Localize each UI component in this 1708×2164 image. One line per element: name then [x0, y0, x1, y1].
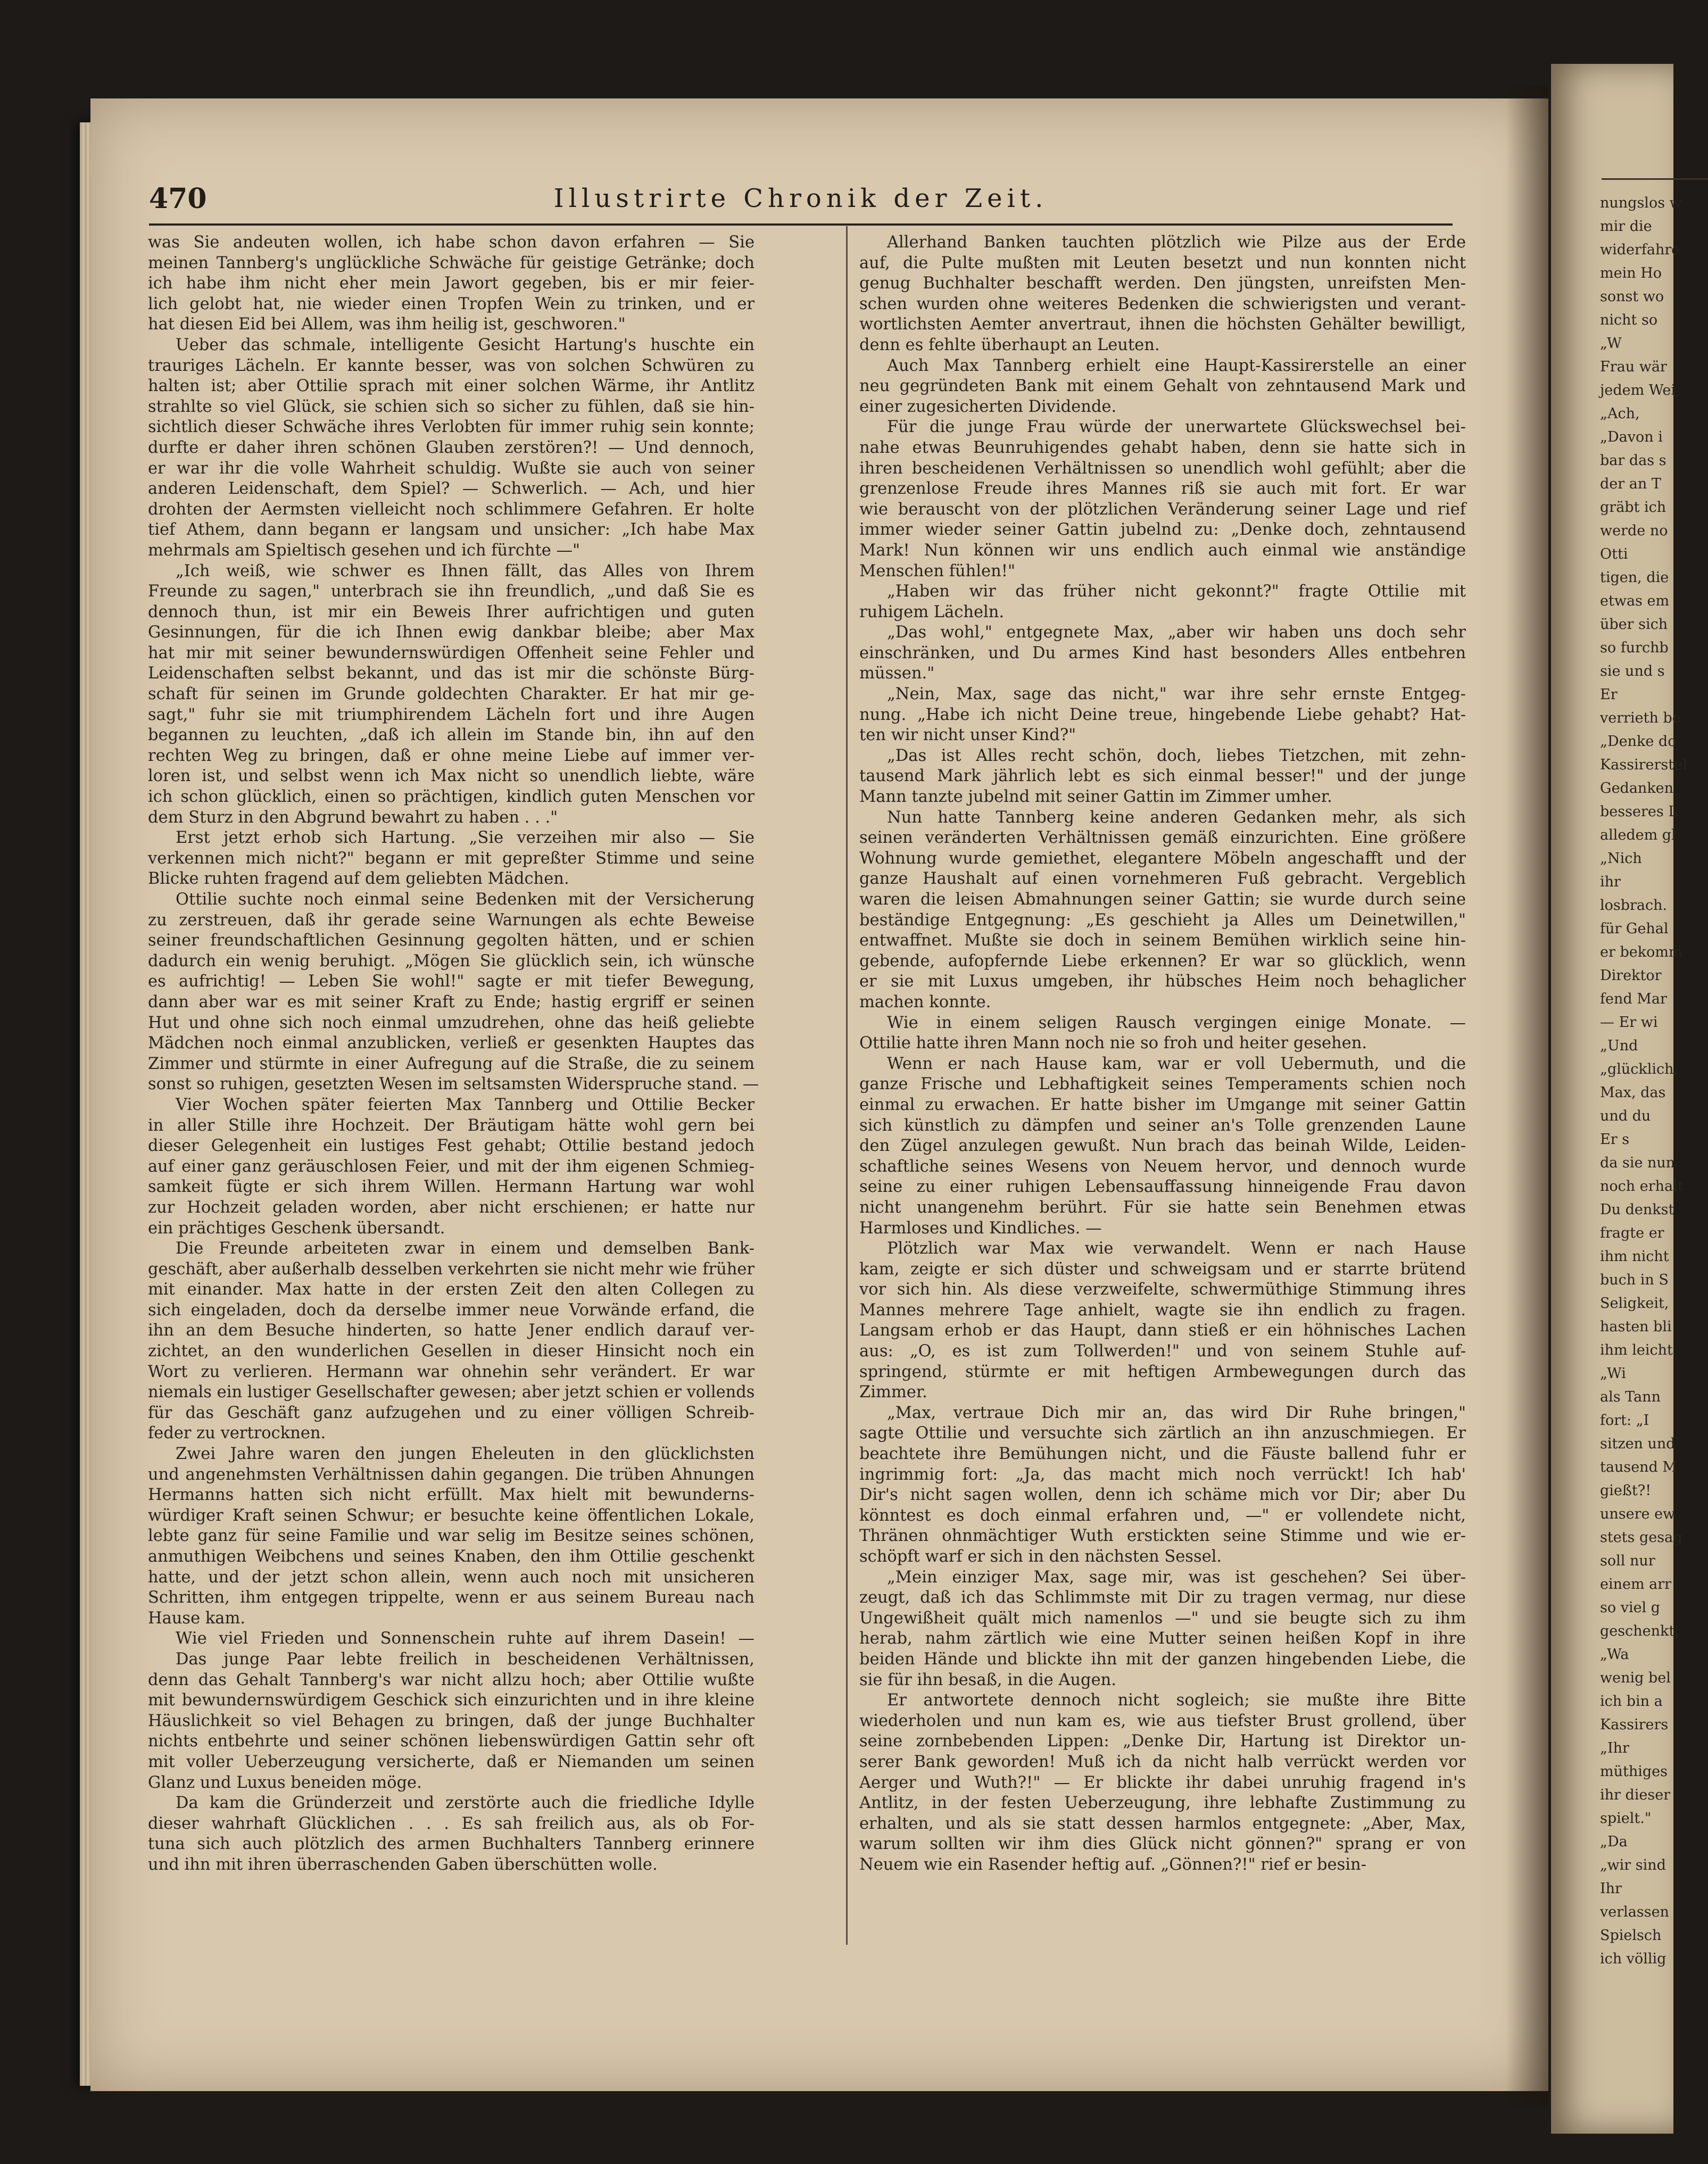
text-line: hatte, und der jetzt schon allein, wenn auch noch mit unsicheren [148, 1568, 754, 1587]
header-rule [149, 223, 1453, 226]
text-line: Wohnung wurde gemiethet, elegantere Möbeln angeschafft und der [859, 849, 1466, 868]
text-line: mit einander. Max hatte in der ersten Zeit den alten Collegen zu [148, 1280, 754, 1299]
text-line: warum sollten wir ihm dies Glück nicht gönnen?" sprang er von [859, 1835, 1466, 1854]
text-line: Langsam erhob er das Haupt, dann stieß er ein höhnisches Lachen [859, 1321, 1466, 1340]
facing-page-line: „Nich [1600, 850, 1642, 867]
facing-page-line: mir die [1600, 218, 1652, 235]
text-line: Mädchen noch einmal anzublicken, verließ er gesenkten Hauptes das [148, 1034, 754, 1053]
text-line: Thränen ohnmächtiger Wuth erstickten seine Stimme und wie er- [859, 1527, 1466, 1546]
facing-page-line: über sich [1600, 616, 1668, 633]
facing-page-line: Direktor [1600, 967, 1662, 984]
facing-page-line: alledem gl [1600, 827, 1676, 843]
facing-page-line: und du [1600, 1108, 1651, 1124]
text-line: schen wurden ohne weiteres Bedenken die schwierigsten und verant- [859, 294, 1466, 313]
facing-page-line: „Wa [1600, 1646, 1629, 1663]
text-line: ich schon glücklich, einen so prächtigen, kindlich guten Menschen vor [148, 787, 754, 807]
facing-page-line: fort: „I [1600, 1412, 1649, 1429]
text-line: zur Hochzeit geladen worden, aber nicht erschienen; er hatte nur [148, 1198, 754, 1217]
text-line: Wie in einem seligen Rausch vergingen einige Monate. — [887, 1013, 1466, 1032]
page-header [149, 178, 1453, 221]
text-line: begannen zu leuchten, „daß ich allein im Stande bin, ihn auf den [148, 726, 754, 745]
facing-page-line: widerfahre [1600, 242, 1680, 258]
spine-shadow [1506, 85, 1548, 2107]
facing-page-line: Gedanken [1600, 780, 1674, 797]
facing-page-line: nicht so [1600, 312, 1658, 328]
facing-page-line: „Wi [1600, 1365, 1626, 1382]
facing-page-line: etwas em [1600, 593, 1670, 609]
facing-page-line: gräbt ich [1600, 499, 1666, 516]
text-line: „Das ist Alles recht schön, doch, liebes Tietzchen, mit zehn- [887, 746, 1466, 765]
text-line: Mannes mehrere Tage anhielt, wagte sie ihn endlich zu fragen. [859, 1300, 1466, 1320]
text-line: vor sich hin. Als diese verzweifelte, schwermüthige Stimmung ihres [859, 1280, 1466, 1299]
facing-page-line: losbrach. [1600, 897, 1668, 914]
page-number: 470 [149, 183, 207, 215]
text-line: Das junge Paar lebte freilich in bescheidenen Verhältnissen, [176, 1649, 754, 1669]
facing-page-line: so viel g [1600, 1599, 1661, 1616]
text-line: Auch Max Tannberg erhielt eine Haupt-Kassirerstelle an einer [887, 356, 1466, 375]
text-line: Für die junge Frau würde der unerwartete Glückswechsel bei- [887, 418, 1466, 437]
facing-page-text [1551, 192, 1687, 1971]
text-line: zeugt, daß ich das Schlimmste mit Dir zu tragen vermag, nur diese [859, 1588, 1466, 1607]
facing-page-line: „wir sind [1600, 1857, 1666, 1873]
text-line: Wie viel Frieden und Sonnenschein ruhte auf ihrem Dasein! — [176, 1629, 754, 1648]
facing-page-line: sonst wo [1600, 288, 1664, 305]
text-line: seinen veränderten Verhältnissen gemäß einzurichten. Eine größere [859, 828, 1466, 848]
text-line: sich eingeladen, doch da derselbe immer neue Vorwände erfand, die [148, 1300, 754, 1320]
text-line: ruhigem Lächeln. [859, 602, 1005, 621]
text-line: denn es fehlte überhaupt an Leuten. [859, 335, 1160, 354]
facing-page-line: Er [1600, 686, 1618, 703]
facing-page-line: sitzen und [1600, 1436, 1676, 1452]
text-line: Allerhand Banken tauchten plötzlich wie Pilze aus der Erde [887, 233, 1466, 252]
facing-page-line: Otti [1600, 546, 1628, 562]
facing-page-line: jedem Wei [1600, 382, 1676, 399]
text-line: auf, die Pulte mußten mit Leuten besetzt und nun konnten nicht [859, 253, 1466, 272]
text-line: sichtlich dieser Schwäche ihres Verlobten für immer ruhig sein konnte; [148, 418, 754, 437]
text-line: Zimmer. [859, 1383, 927, 1402]
text-line: den Zügel anzulegen gewußt. Nun brach das beinah Wilde, Leiden- [859, 1137, 1466, 1156]
facing-page-line: der an T [1600, 476, 1661, 492]
text-line: nung. „Habe ich nicht Deine treue, hingebende Liebe gehabt? Hat- [859, 705, 1466, 724]
text-line: herab, nahm zärtlich wie eine Mutter seinen heißen Kopf in ihre [859, 1629, 1466, 1648]
text-line: rechten Weg zu bringen, daß er ohne meine Liebe auf immer ver- [148, 746, 754, 765]
text-line: ich habe ihm nicht eher mein Jawort gegeben, bis er mir feier- [148, 274, 754, 293]
facing-page-line: Du denkst [1600, 1201, 1674, 1218]
text-line: „Haben wir das früher nicht gekonnt?" fragte Ottilie mit [887, 582, 1466, 601]
text-line: ihren bescheidenen Verhältnissen so unendlich wohl gefühlt; aber die [859, 459, 1466, 478]
text-line: dieser Gelegenheit ein lustiges Fest gehabt; Ottilie bestand jedoch [148, 1137, 754, 1156]
text-line: tief Athem, dann begann er langsam und unsicher: „Ich habe Max [148, 520, 754, 540]
facing-page-line: „Denke do [1600, 733, 1677, 750]
facing-page-line: ihm nicht [1600, 1248, 1669, 1265]
facing-page-line: tigen, die [1600, 569, 1669, 586]
text-line: einschränken, und Du armes Kind hast besonders Alles entbehren [859, 643, 1466, 662]
facing-page-line: „Davon i [1600, 429, 1663, 445]
text-line: neu gegründeten Bank mit einem Gehalt von zehntausend Mark und [859, 377, 1466, 396]
text-line: zu zerstreuen, daß ihr gerade seine Warnungen als echte Beweise [148, 910, 754, 930]
text-line: es aufrichtig! — Leben Sie wohl!" sagte er mit tiefer Bewegung, [148, 972, 754, 991]
text-line: trauriges Lächeln. Er kannte besser, was von solchen Schwüren zu [148, 356, 754, 375]
text-line: Wenn er nach Hause kam, war er voll Uebermuth, und die [887, 1054, 1466, 1073]
text-line: ein prächtiges Geschenk übersandt. [148, 1218, 445, 1238]
text-line: Hut und ohne sich noch einmal umzudrehen, ohne das heiß geliebte [148, 1013, 754, 1032]
facing-page-line: buch in S [1600, 1272, 1669, 1288]
text-line: wie berauscht von der plötzlichen Veränderung seiner Lage und rief [859, 500, 1466, 519]
facing-page-line: geschenkt, [1600, 1623, 1679, 1639]
text-line: er war ihr die volle Wahrheit schuldig. Wußte sie auch von seiner [148, 459, 754, 478]
text-line: beiden Hände und blickte ihn mit der ganzen hingebenden Liebe, die [859, 1649, 1466, 1669]
text-line: ingrimmig fort: „Ja, das macht mich noch verrückt! Ich hab' [859, 1465, 1466, 1484]
text-line: Mark! Nun können wir uns endlich auch einmal wie anständige [859, 541, 1466, 560]
text-line: auf einer ganz geräuschlosen Feier, und mit der ihm eigenen Schmieg- [148, 1157, 754, 1176]
facing-page-line: Er s [1600, 1131, 1630, 1148]
text-line: ganze Haushalt auf einen vornehmeren Fuß gebracht. Vergeblich [859, 869, 1466, 889]
facing-page-line: er bekomm [1600, 944, 1682, 960]
text-line: Plötzlich war Max wie verwandelt. Wenn er nach Hause [887, 1239, 1466, 1258]
text-line: Dir's nicht sagen wollen, denn ich schäme mich vor Dir; aber Du [859, 1486, 1466, 1505]
text-line: geschäft, aber außerhalb desselben verkehrten sie nicht mehr wie früher [148, 1259, 754, 1279]
text-line: was Sie andeuten wollen, ich habe schon davon erfahren — Sie [148, 233, 754, 252]
text-line: wiederholen und nun kam es, wie aus tiefster Brust grollend, über [859, 1711, 1466, 1730]
text-line: Blicke ruhten fragend auf dem geliebten Mädchen. [148, 869, 569, 889]
text-line: in aller Stille ihre Hochzeit. Der Bräutigam hätte wohl gern bei [148, 1116, 754, 1135]
text-line: nichts entbehrte und seiner schönen liebenswürdigen Gattin sehr oft [148, 1732, 754, 1751]
text-line: dem Sturz in den Abgrund bewahrt zu haben . . ." [148, 808, 558, 827]
facing-page-line: ihr dieser [1600, 1787, 1671, 1803]
text-line: mit voller Ueberzeugung versicherte, daß er Niemanden um seinen [148, 1752, 754, 1771]
text-line: immer wieder seiner Gattin jubelnd zu: „Denke doch, zehntausend [859, 520, 1466, 540]
facing-page [1551, 64, 1687, 2134]
text-line: Da kam die Gründerzeit und zerstörte auch die friedliche Idylle [176, 1794, 754, 1813]
text-line: „Das wohl," entgegnete Max, „aber wir haben uns doch sehr [887, 623, 1466, 642]
facing-page-line: ich bin a [1600, 1693, 1663, 1710]
facing-page-line: „Ihr [1600, 1740, 1629, 1756]
text-line: waren die leisen Abmahnungen seiner Gattin; sie wurde durch seine [859, 890, 1466, 909]
text-line: tuna sich auch plötzlich des armen Buchhalters Tannberg erinnere [148, 1835, 754, 1854]
facing-page-line: als Tann [1600, 1389, 1661, 1405]
text-line: Nun hatte Tannberg keine anderen Gedanken mehr, als sich [887, 808, 1466, 827]
facing-page-line: für Gehal [1600, 921, 1669, 937]
facing-page-line: Frau wär [1600, 359, 1667, 375]
facing-page-line: „W [1600, 335, 1622, 352]
text-line: halten ist; aber Ottilie sprach mit einer solchen Wärme, ihr Antlitz [148, 377, 754, 396]
text-line: serer Bank geworden! Muß ich da nicht halb verrückt werden vor [859, 1752, 1466, 1771]
text-line: seine zu einer ruhigen Lebensauffassung hinneigende Frau davon [859, 1178, 1466, 1197]
facing-page-header-rule [1602, 178, 1708, 180]
text-line: gebende, aufopfernde Liebe erkennen? Er war so glücklich, wenn [859, 951, 1466, 971]
facing-page-line: „Ach, [1600, 405, 1640, 422]
facing-page-line: wenig bel [1600, 1670, 1671, 1686]
text-line: Aerger und Wuth?!" — Er blickte ihr dabei unruhig fragend in's [859, 1773, 1466, 1792]
text-line: könntest es doch einmal erfahren und, —" er vollendete nicht, [859, 1506, 1466, 1525]
text-line: für das Geschäft ganz aufzugehen und zu einer völligen Schreib- [148, 1403, 754, 1422]
text-line: genug Buchhalter beschafft werden. Den jüngsten, unreifsten Men- [859, 274, 1466, 293]
text-line: loren ist, und selbst wenn ich Max nicht so unendlich liebte, wäre [148, 767, 754, 786]
text-line: mit bewundernswürdigem Geschick sich einzurichten und in ihre kleine [148, 1691, 754, 1710]
text-line: Ottilie hatte ihren Mann noch nie so froh und heiter gesehen. [859, 1034, 1367, 1053]
facing-page-line: Seligkeit, [1600, 1295, 1669, 1312]
facing-page-line: mein Ho [1600, 265, 1662, 281]
text-line: meinen Tannberg's unglückliche Schwäche für geistige Getränke; doch [148, 253, 754, 272]
text-line: müssen." [859, 664, 935, 683]
facing-page-line: tausend M [1600, 1459, 1678, 1475]
text-line: dadurch ein wenig beruhigt. „Mögen Sie glücklich sein, ich wünsche [148, 951, 754, 971]
text-line: tausend Mark jährlich lebt es sich einmal besser!" und der junge [859, 767, 1466, 786]
text-line: Ungewißheit quält mich namenlos —" und sie beugte sich zu ihm [859, 1609, 1466, 1628]
text-line: „Nein, Max, sage das nicht," war ihre sehr ernste Entgeg- [887, 685, 1466, 704]
text-line: Die Freunde arbeiteten zwar in einem und demselben Bank- [176, 1239, 754, 1258]
text-line: beachtete ihre Bemühungen nicht, und die Fäuste ballend fuhr er [859, 1445, 1466, 1464]
text-line: dieser wahrhaft Glücklichen . . . Es sah freilich aus, als ob For- [148, 1814, 754, 1833]
text-line: sich künstlich zu dämpfen und seiner an's Tolle grenzenden Laune [859, 1116, 1466, 1135]
facing-page-line: noch erhalt [1600, 1178, 1684, 1195]
text-line: Hermanns hatten sich nicht erfüllt. Max hielt mit bewunderns- [148, 1486, 754, 1505]
text-line: „Ich weiß, wie schwer es Ihnen fällt, das Alles von Ihrem [176, 561, 754, 581]
text-line: erhalten, und als sie statt dessen harmlos entgegnete: „Aber, Max, [859, 1814, 1466, 1833]
facing-page-line: „Und [1600, 1038, 1638, 1054]
text-line: Menschen fühlen!" [859, 561, 1015, 581]
text-line: dann aber war es mit seiner Kraft zu Ende; hastig ergriff er seinen [148, 992, 754, 1011]
text-line: einer zugesicherten Dividende. [859, 397, 1117, 416]
facing-page-line: Kassirerstel [1600, 757, 1687, 773]
facing-page-line: fragte er [1600, 1225, 1664, 1241]
text-line: sagt," fuhr sie mit triumphirendem Lächeln fort und ihre Augen [148, 705, 754, 724]
text-line: schaftliche seines Wesens von Neuem hervor, und dennoch wurde [859, 1157, 1466, 1176]
text-line: wortlichsten Aemter anvertraut, ihnen die höchsten Gehälter bewilligt, [859, 315, 1466, 334]
text-line: Schritten, ihm entgegen trippelte, wenn er aus seinem Bureau nach [148, 1588, 754, 1607]
facing-page-line: verrieth be [1600, 710, 1681, 726]
text-line: hat mir mit seiner bewundernswürdigen Offenheit seine Fehler und [148, 643, 754, 662]
text-line: „Mein einziger Max, sage mir, was ist geschehen? Sei über- [887, 1568, 1466, 1587]
text-line: Leidenschaften selbst bekannt, und das ist mir die schönste Bürg- [148, 664, 754, 683]
text-line: Harmloses und Kindliches. — [859, 1218, 1102, 1238]
text-line: entwaffnet. Mußte sie doch in seinem Bemühen wirklich seine hin- [859, 931, 1466, 950]
facing-page-line: Max, das [1600, 1084, 1666, 1101]
text-line: schöpft warf er sich in den nächsten Sessel. [859, 1547, 1222, 1566]
facing-page-line: verlassen [1600, 1904, 1669, 1920]
text-line: ganze Frische und Lebhaftigkeit seines Temperaments schien noch [859, 1075, 1466, 1094]
text-line: samkeit fügte er sich ihrem Willen. Hermann Hartung war wohl [148, 1178, 754, 1197]
facing-page-line: ich völlig [1600, 1951, 1666, 1967]
left-column [148, 233, 759, 1876]
text-line: springend, stürmte er mit heftigen Armbewegungen durch das [859, 1362, 1466, 1381]
text-line: Glanz und Luxus beneiden möge. [148, 1773, 422, 1792]
facing-page-line: hasten bli [1600, 1319, 1672, 1335]
facing-page-line: „glücklich, [1600, 1061, 1679, 1077]
text-line: Hause kam. [148, 1609, 246, 1628]
facing-page-line: — Er wi [1600, 1014, 1658, 1031]
text-line: Wort zu verlieren. Hermann war ohnehin sehr verändert. Er war [148, 1362, 754, 1381]
text-line: anderen Leidenschaft, dem Spiel? — Schwerlich. — Ach, und hier [148, 479, 754, 499]
text-line: grenzenlose Freude ihres Mannes riß sie auch mit fort. Er war [859, 479, 1466, 499]
text-line: aus: „O, es ist zum Tollwerden!" und von seinem Stuhle auf- [859, 1342, 1466, 1361]
text-line: Zimmer und stürmte in einer Aufregung auf die Straße, die zu seinem [148, 1054, 754, 1073]
text-line: ihn an dem Besuche hinderten, so hatte Jener endlich darauf ver- [148, 1321, 754, 1340]
text-line: und ihn mit ihren überraschenden Gaben überschütten wolle. [148, 1855, 658, 1874]
text-line: seiner freundschaftlichen Gesinnung gegolten hätten, und er schien [148, 931, 754, 950]
text-line: und angenehmsten Verhältnissen dahin gegangen. Die trüben Ahnungen [148, 1465, 754, 1484]
text-line: würdiger Kraft seinen Schwur; er besuchte keine öffentlichen Lokale, [148, 1506, 754, 1525]
text-line: durfte er daher ihren schönen Glauben zerstören?! — Und dennoch, [148, 438, 754, 457]
text-line: er sie mit Luxus umgeben, ihr hübsches Heim noch behaglicher [859, 972, 1466, 991]
text-line: beständige Entgegnung: „Es geschieht ja Alles um Deinetwillen," [859, 910, 1466, 930]
text-line: Gesinnungen, für die ich Ihnen ewig dankbar bleibe; aber Max [148, 623, 754, 642]
facing-page-line: werde no [1600, 523, 1668, 539]
text-line: feder zu vertrocknen. [148, 1424, 326, 1443]
text-line: sonst so ruhigen, gesetzten Wesen im seltsamsten Widerspruche stand. — [148, 1075, 759, 1094]
facing-page-line: ihr [1600, 874, 1621, 890]
text-line: schaft für seinen im Grunde goldechten Charakter. Er hat mir ge- [148, 685, 754, 704]
text-line: seine zornbebenden Lippen: „Denke Dir, Hartung ist Direktor un- [859, 1732, 1466, 1751]
facing-page-line: stets gesag [1600, 1529, 1682, 1546]
text-line: „Max, vertraue Dich mir an, das wird Dir Ruhe bringen," [887, 1403, 1466, 1422]
facing-page-line: soll nur [1600, 1553, 1655, 1569]
text-line: zichtet, an den wunderlichen Gesellen in dieser Hinsicht noch ein [148, 1342, 754, 1361]
facing-page-line: bar das s [1600, 452, 1666, 469]
facing-page-line: sie und s [1600, 663, 1665, 679]
text-line: niemals ein lustiger Gesellschafter gewesen; aber jetzt schien er vollends [148, 1383, 755, 1402]
text-line: denn das Gehalt Tannberg's war nicht allzu hoch; aber Ottilie wußte [148, 1670, 754, 1689]
text-line: kam, zeigte er sich düster und schweigsam und er starrte brütend [859, 1259, 1466, 1279]
text-line: dennoch thun, ist mir ein Beweis Ihrer aufrichtigen und guten [148, 602, 754, 621]
facing-page-line: Kassirers [1600, 1717, 1669, 1733]
text-line: einmal zu erwachen. Er hatte bisher im Umgange mit seiner Gattin [859, 1095, 1466, 1114]
text-line: anmuthigen Weibchens und seines Knaben, den ihm Ottilie geschenkt [148, 1547, 754, 1566]
facing-page-line: Spielsch [1600, 1927, 1662, 1944]
text-line: verkennen mich nicht?" begann er mit gepreßter Stimme und seine [148, 849, 754, 868]
text-line: machen konnte. [859, 992, 991, 1011]
text-line: Ueber das schmale, intelligente Gesicht Hartung's huschte ein [176, 335, 754, 354]
text-line: ten wir nicht unser Kind?" [859, 726, 1076, 745]
facing-page-line: nungslos w [1600, 195, 1682, 211]
text-line: Zwei Jahre waren den jungen Eheleuten in den glücklichsten [176, 1445, 754, 1464]
text-line: nahe etwas Beunruhigendes gehabt haben, denn sie hatte sich in [859, 438, 1466, 457]
text-line: sagte Ottilie und versuchte sich zärtlich an ihn anzuschmiegen. Er [859, 1424, 1466, 1443]
text-line: lich gelobt hat, nie wieder einen Tropfen Wein zu trinken, und er [148, 294, 754, 313]
facing-page-line: ihm leicht [1600, 1342, 1673, 1358]
text-line: mehrmals am Spieltisch gesehen und ich fürchte —" [148, 541, 581, 560]
facing-page-line: spielt." [1600, 1810, 1652, 1827]
column-rule [846, 226, 848, 1945]
text-line: strahlte so viel Glück, sie schien sich so sicher zu fühlen, daß sie hin- [148, 397, 754, 416]
facing-page-line: fend Mar [1600, 991, 1667, 1007]
facing-page-line: besseres L [1600, 803, 1678, 820]
text-line: lebte ganz für seine Familie und war selig im Besitze seines schönen, [148, 1527, 754, 1546]
text-line: Vier Wochen später feierten Max Tannberg und Ottilie Becker [176, 1095, 754, 1114]
facing-page-line: gießt?! [1600, 1482, 1652, 1499]
text-line: Häuslichkeit so viel Behagen zu bringen, daß der junge Buchhalter [148, 1711, 754, 1730]
text-line: Ottilie suchte noch einmal seine Bedenken mit der Versicherung [176, 890, 754, 909]
facing-page-line: „Da [1600, 1834, 1628, 1850]
facing-page-line: einem arr [1600, 1576, 1672, 1593]
facing-page-line: müthiges [1600, 1763, 1668, 1780]
facing-page-line: unsere ew [1600, 1506, 1676, 1522]
running-title: Illustrirte Chronik der Zeit. [553, 184, 1048, 213]
text-line: Antlitz, in der festen Ueberzeugung, ihre lebhafte Zustimmung zu [859, 1794, 1466, 1813]
facing-page-line: Ihr [1600, 1880, 1622, 1897]
text-line: Neuem wie ein Rasender heftig auf. „Gönnen?!" rief er besin- [859, 1855, 1366, 1874]
text-line: hat diesen Eid bei Allem, was ihm heilig ist, geschworen." [148, 315, 626, 334]
text-line: Mann tanzte jubelnd mit seiner Gattin im Zimmer umher. [859, 787, 1332, 807]
text-line: nicht unangenehm berührt. Für sie hatte sein Benehmen etwas [859, 1198, 1466, 1217]
facing-page-line: da sie nun [1600, 1155, 1676, 1171]
text-line: drohten der Aermsten vielleicht noch schlimmere Gefahren. Er holte [148, 500, 754, 519]
text-line: Freunde zu sagen," unterbrach sie ihn freundlich, „und daß Sie es [148, 582, 754, 601]
text-line: sie für ihn besaß, in die Augen. [859, 1670, 1116, 1689]
facing-page-line: so furchb [1600, 640, 1669, 656]
right-column [859, 233, 1466, 1876]
text-line: Erst jetzt erhob sich Hartung. „Sie verzeihen mir also — Sie [176, 828, 754, 848]
text-line: Er antwortete dennoch nicht sogleich; sie mußte ihre Bitte [887, 1691, 1466, 1710]
